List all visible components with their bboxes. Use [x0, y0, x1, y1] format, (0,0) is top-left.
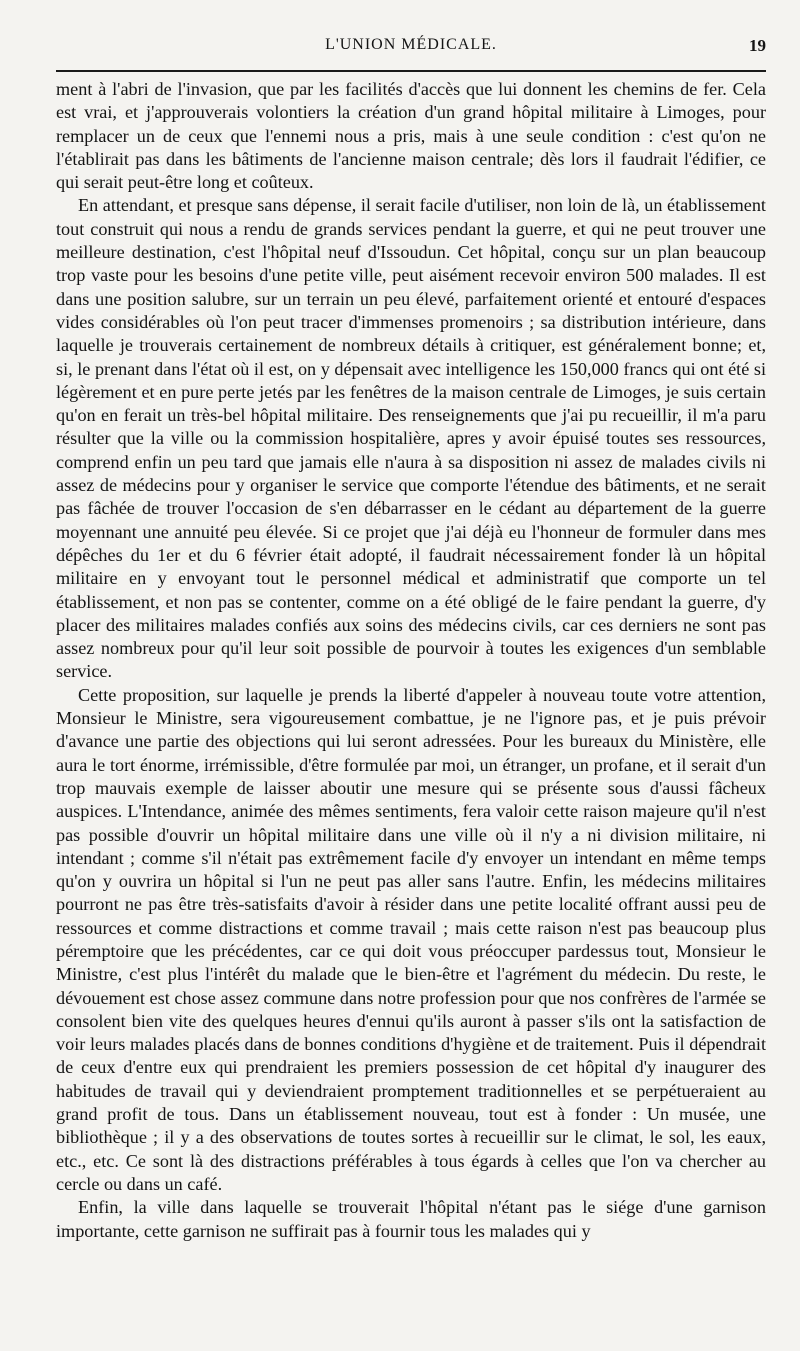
- page-number: 19: [749, 36, 766, 55]
- paragraph-1: ment à l'abri de l'invasion, que par les facilités d'accès que lui donnent les chemins de fer. Cela est vrai, et j'approuverais volontiers la création d'un grand hôpital militaire à Limoges, pour remplacer un de ceux que l'ennemi nous a pris, mais à une seule condition : c'est qu'on ne l'établirait pas dans les bâtiments de l'ancienne maison centrale; dès lors il faudrait l'édifier, ce qui serait peut-être long et coûteux.: [56, 79, 766, 193]
- running-title: L'UNION MÉDICALE.: [325, 36, 497, 53]
- paragraph-2: En attendant, et presque sans dépense, il serait facile d'utiliser, non loin de là, un établissement tout construit qui nous a rendu de grands services pendant la guerre, et qui ne peut trouver une meilleure destination, c'est l'hôpital neuf d'Issoudun. Cet hôpital, conçu sur un plan beaucoup trop vaste pour les besoins d'une petite ville, peut aisément recevoir environ 500 malades. Il est dans une position salubre, sur un terrain un peu élevé, parfaitement orienté et entouré d'espaces vides considérables où l'on peut tracer d'immenses promenoirs ; sa distribution intérieure, dans laquelle je trouverais certainement de nombreux détails à critiquer, est généralement bonne; et, si, le prenant dans l'état où il est, on y dépensait avec intelligence les 150,000 francs qui ont été si légèrement et en pure perte jetés par les fenêtres de la maison centrale de Limoges, je suis certain qu'on en ferait un très-bel hôpital militaire. Des renseignements que j'ai pu recueillir, il m'a paru résulter que la ville ou la commission hospitalière, apres y avoir épuisé toutes ses ressources, comprend enfin un peu tard que jamais elle n'aura à sa disposition ni assez de malades civils ni assez de médecins pour y organiser le service que comporte l'étendue des bâtiments, et ne serait pas fâchée de trouver l'occasion de s'en débarrasser en le cédant au département de la guerre moyennant une annuité peu élevée. Si ce projet que j'ai déjà eu l'honneur de formuler dans mes dépêches du 1er et du 6 février était adopté, il faudrait nécessairement fonder là un hôpital militaire en y envoyant tout le personnel médical et administratif que comporte un tel établissement, et non pas se contenter, comme on a été obligé de le faire pendant la guerre, d'y placer des militaires malades confiés aux soins des médecins civils, car ces derniers ne sont pas assez nombreux pour qu'il leur soit possible de pourvoir à toutes les exigences d'un semblable service.: [56, 195, 766, 682]
- page-header: [56, 28, 766, 64]
- paragraph-3: Cette proposition, sur laquelle je prends la liberté d'appeler à nouveau toute votre attention, Monsieur le Ministre, sera vigoureusement combattue, je ne l'ignore pas, et je puis prévoir d'avance une partie des objections qui lui seront adressées. Pour les bureaux du Ministère, elle aura le tort énorme, irrémissible, d'être formulée par moi, un étranger, un profane, et il serait d'un trop mauvais exemple de laisser aboutir une mesure qui se présente sous d'aussi fâcheux auspices. L'Intendance, animée des mêmes sentiments, fera valoir cette raison majeure qu'il n'est pas possible d'ouvrir un hôpital militaire dans une ville où il n'y a ni division militaire, ni intendant ; comme s'il n'était pas extrêmement facile d'y envoyer un intendant en même temps qu'on y ouvrira un hôpital si l'un ne peut pas aller sans l'autre. Enfin, les médecins militaires pourront ne pas être très-satisfaits d'avoir à résider dans une petite localité offrant aussi peu de ressources et comme distractions et comme travail ; mais cette raison n'est pas beaucoup plus péremptoire que les précédentes, car ce qui doit vous préoccuper pardessus tout, Monsieur le Ministre, c'est plus l'intérêt du malade que le bien-être et l'agrément du médecin. Du reste, le dévouement est chose assez commune dans notre profession pour que nos confrères de l'armée se consolent bien vite des quelques heures d'ennui qu'ils auront à passer s'ils ont la satisfaction de voir leurs malades placés dans de bonnes conditions d'hygiène et de traitement. Puis il dépendrait de ceux d'entre eux qui prendraient les premiers possession de cet hôpital d'y inaugurer des habitudes de travail qui y deviendraient promptement traditionnelles et se perpétueraient au grand profit de tous. Dans un établissement nouveau, tout est à fonder : Un musée, une bibliothèque ; il y a des observations de toutes sortes à recueillir sur le climat, le sol, les eaux, etc., etc. Ce sont là des distractions préférables à tous égards à celles que l'on va chercher au cercle ou dans un café.: [56, 684, 766, 1194]
- paragraph-4: Enfin, la ville dans laquelle se trouverait l'hôpital n'étant pas le siége d'une garnison importante, cette garnison ne suffirait pas à fournir tous les malades qui y: [56, 1197, 766, 1241]
- body-text: [56, 78, 766, 1243]
- header-rule: [56, 70, 766, 72]
